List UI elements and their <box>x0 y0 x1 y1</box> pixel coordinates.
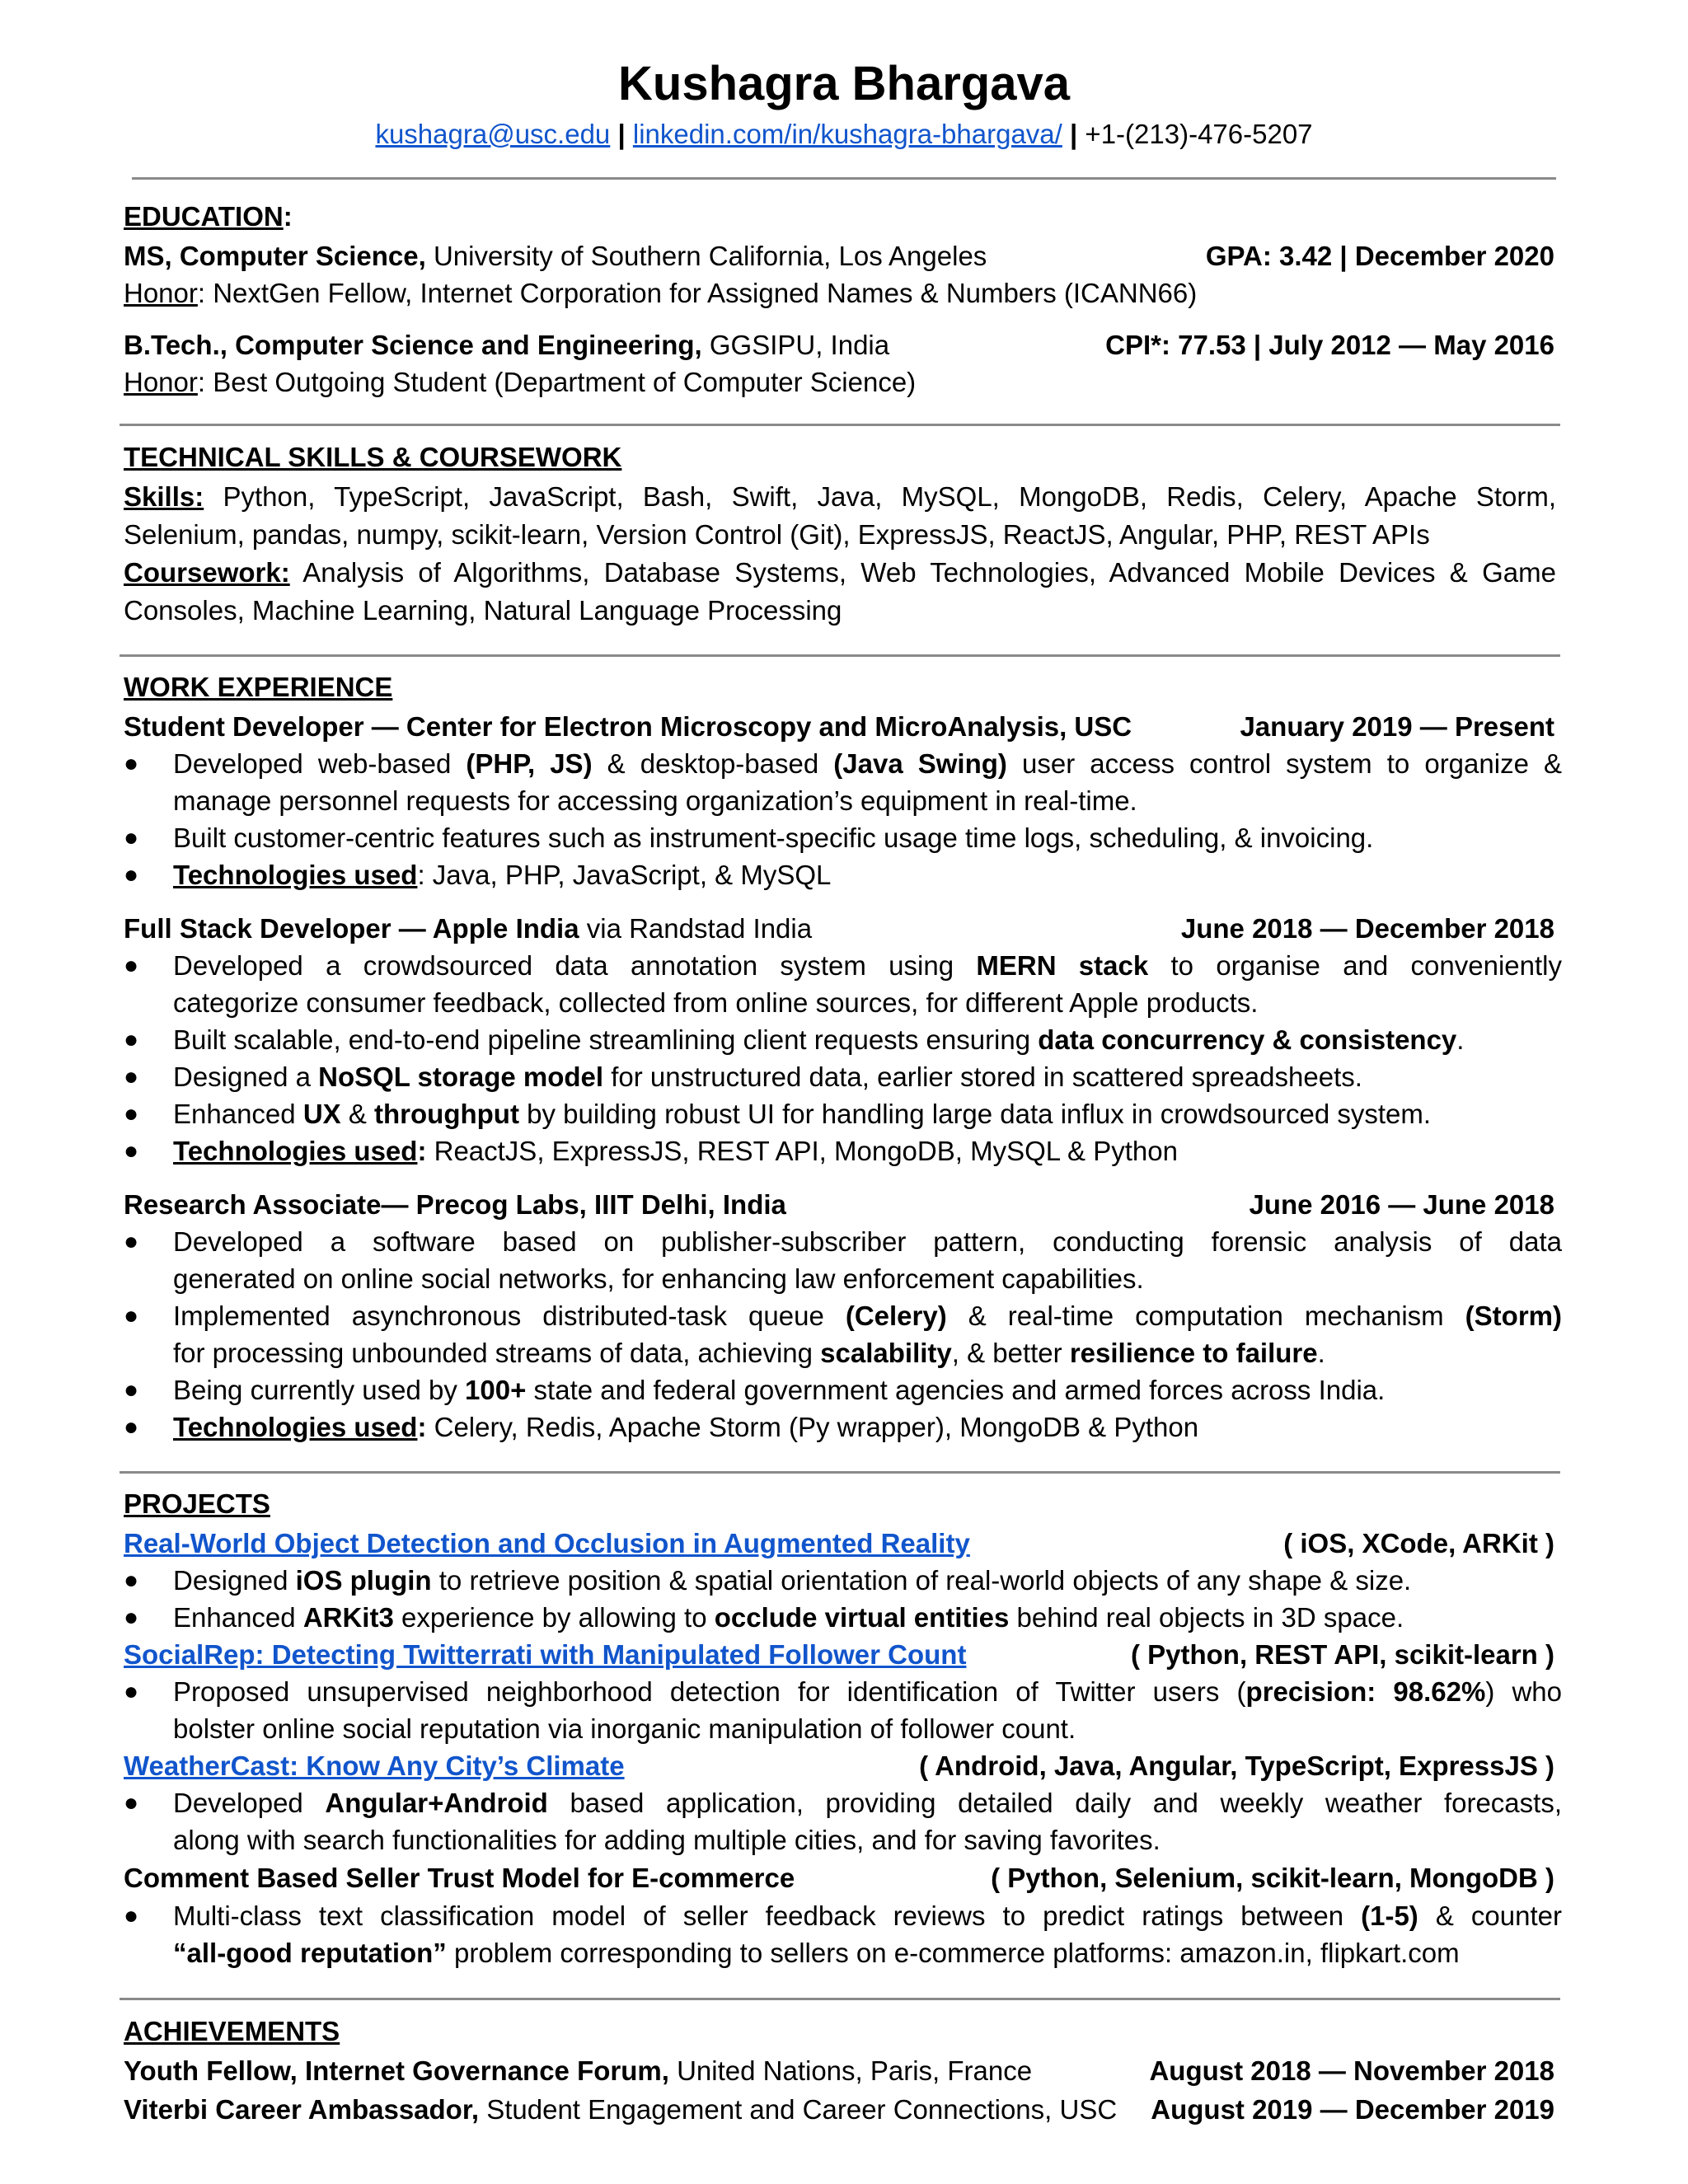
divider <box>132 177 1556 180</box>
coursework-line-2: Consoles, Machine Learning, Natural Language Processing <box>124 595 842 626</box>
bullet-icon: ● <box>124 952 139 979</box>
job-dates-2: June 2018 — December 2018 <box>1180 913 1554 944</box>
job3-bullet-2-line-1: Implemented asynchronous distributed-task queue (Celery) & real-time computation mechanism (Storm) <box>173 1301 1562 1331</box>
bullet-icon: ● <box>124 1376 139 1404</box>
job2-bullet-1-line-1: Developed a crowdsourced data annotation system using MERN stack to organise and conveniently <box>173 950 1562 981</box>
project-4-bullet-1-line-2: “all-good reputation” problem corresponding to sellers on e-commerce platforms: amazon.in, flipkart.com <box>173 1938 1460 1968</box>
job-dates-3: June 2016 — June 2018 <box>1249 1189 1554 1220</box>
project-3-bullet-1-line-2: along with search functionalities for adding multiple cities, and for saving favorites. <box>173 1825 1160 1855</box>
bullet-icon: ● <box>124 1604 139 1631</box>
job3-tech: Technologies used: Celery, Redis, Apache Storm (Py wrapper), MongoDB & Python <box>173 1412 1199 1442</box>
achievement-1-dates: August 2018 — November 2018 <box>1149 2055 1554 2086</box>
achievement-2-dates: August 2019 — December 2019 <box>1151 2094 1554 2125</box>
job-title-3: Research Associate— Precog Labs, IIIT Delhi, India <box>124 1189 786 1220</box>
bullet-icon: ● <box>124 1026 139 1053</box>
divider <box>120 424 1560 426</box>
contact-separator: | <box>617 119 626 149</box>
education-ms-honor: Honor: NextGen Fellow, Internet Corporation for Assigned Names & Numbers (ICANN66) <box>124 278 1198 308</box>
bullet-icon: ● <box>124 1413 139 1441</box>
project-1-link[interactable]: Real-World Object Detection and Occlusion in Augmented Reality <box>124 1528 970 1558</box>
job3-bullet-3: Being currently used by 100+ state and federal government agencies and armed forces across India. <box>173 1375 1386 1405</box>
job-dates-1: January 2019 — Present <box>1240 711 1554 742</box>
bullet-icon: ● <box>124 1678 139 1705</box>
job-title-1: Student Developer — Center for Electron Microscopy and MicroAnalysis, USC <box>124 711 1132 742</box>
bullet-icon: ● <box>124 1137 139 1165</box>
project-1-bullet-1: Designed iOS plugin to retrieve position & spatial orientation of real-world objects of any shape & size. <box>173 1565 1412 1596</box>
project-1-tech: ( iOS, XCode, ARKit ) <box>1283 1528 1554 1558</box>
job3-bullet-1-line-2: generated on online social networks, for enhancing law enforcement capabilities. <box>173 1263 1144 1294</box>
linkedin-link[interactable]: linkedin.com/in/kushagra-bhargava/ <box>632 119 1062 149</box>
project-2-bullet-1-line-2: bolster online social reputation via inorganic manipulation of follower count. <box>173 1713 1076 1744</box>
education-ms-meta: GPA: 3.42 | December 2020 <box>1205 241 1554 271</box>
phone-number: +1-(213)-476-5207 <box>1085 119 1313 149</box>
job2-bullet-3: Designed a NoSQL storage model for unstructured data, earlier stored in scattered spreadsheets. <box>173 1062 1362 1092</box>
project-3-tech: ( Android, Java, Angular, TypeScript, ExpressJS ) <box>919 1750 1554 1781</box>
achievement-2: Viterbi Career Ambassador, Student Engagement and Career Connections, USC <box>124 2094 1118 2125</box>
job2-bullet-2: Built scalable, end-to-end pipeline streamlining client requests ensuring data concurrency & consistency. <box>173 1024 1465 1055</box>
project-1-bullet-2: Enhanced ARKit3 experience by allowing to occlude virtual entities behind real objects in 3D space. <box>173 1602 1404 1633</box>
project-3-bullet-1-line-1: Developed Angular+Android based application, providing detailed daily and weekly weather forecasts, <box>173 1788 1562 1818</box>
bullet-icon: ● <box>124 1789 139 1816</box>
job3-bullet-1-line-1: Developed a software based on publisher-subscriber pattern, conducting forensic analysis of data <box>173 1226 1562 1257</box>
bullet-icon: ● <box>124 1100 139 1127</box>
bullet-icon: ● <box>124 1302 139 1329</box>
education-ms: MS, Computer Science, University of Southern California, Los Angeles <box>124 241 987 271</box>
project-4-tech: ( Python, Selenium, scikit-learn, MongoDB ) <box>991 1863 1554 1893</box>
coursework-line-1: Coursework: Analysis of Algorithms, Database Systems, Web Technologies, Advanced Mobile Devices & Game <box>124 557 1556 588</box>
section-heading-skills: TECHNICAL SKILLS & COURSEWORK <box>124 442 622 472</box>
skills-line-2: Selenium, pandas, numpy, scikit-learn, Version Control (Git), ExpressJS, ReactJS, Angular, PHP, REST APIs <box>124 519 1430 550</box>
job2-bullet-4: Enhanced UX & throughput by building robust UI for handling large data influx in crowdsourced system. <box>173 1099 1432 1129</box>
email-link[interactable]: kushagra@usc.edu <box>375 119 611 149</box>
section-heading-work: WORK EXPERIENCE <box>124 672 393 702</box>
job3-bullet-2-line-2: for processing unbounded streams of data, achieving scalability, & better resilience to failure. <box>173 1338 1325 1368</box>
bullet-icon: ● <box>124 1228 139 1255</box>
section-heading-achievements: ACHIEVEMENTS <box>124 2016 340 2046</box>
project-2-tech: ( Python, REST API, scikit-learn ) <box>1130 1639 1554 1670</box>
job1-bullet-2: Built customer-centric features such as instrument-specific usage time logs, scheduling, & invoicing. <box>173 823 1374 853</box>
project-4-bullet-1-line-1: Multi-class text classification model of seller feedback reviews to predict ratings between (1-5) & counter <box>173 1900 1562 1931</box>
section-heading-projects: PROJECTS <box>124 1488 270 1519</box>
bullet-icon: ● <box>124 1567 139 1594</box>
section-heading-education: EDUCATION: <box>124 201 293 232</box>
job2-tech: Technologies used: ReactJS, ExpressJS, REST API, MongoDB, MySQL & Python <box>173 1136 1178 1166</box>
job1-bullet-1-line-2: manage personnel requests for accessing organization’s equipment in real-time. <box>173 785 1137 816</box>
job-title-2: Full Stack Developer — Apple India via Randstad India <box>124 913 813 944</box>
contact-separator: | <box>1070 119 1078 149</box>
contact-line <box>0 115 1688 152</box>
achievement-1: Youth Fellow, Internet Governance Forum, United Nations, Paris, France <box>124 2055 1033 2086</box>
divider <box>120 1998 1560 2000</box>
project-3-link[interactable]: WeatherCast: Know Any City’s Climate <box>124 1750 625 1781</box>
education-btech: B.Tech., Computer Science and Engineering, GGSIPU, India <box>124 330 890 360</box>
divider <box>120 654 1560 657</box>
job1-tech: Technologies used: Java, PHP, JavaScript, & MySQL <box>173 860 832 890</box>
bullet-icon: ● <box>124 824 139 851</box>
bullet-icon: ● <box>124 750 139 777</box>
divider <box>120 1471 1560 1474</box>
bullet-icon: ● <box>124 861 139 888</box>
education-btech-meta: CPI*: 77.53 | July 2012 — May 2016 <box>1105 330 1554 360</box>
project-4-title: Comment Based Seller Trust Model for E-commerce <box>124 1863 795 1893</box>
education-btech-honor: Honor: Best Outgoing Student (Department of Computer Science) <box>124 367 917 397</box>
skills-line-1: Skills: Python, TypeScript, JavaScript, Bash, Swift, Java, MySQL, MongoDB, Redis, Celery, Apache Storm, <box>124 481 1556 512</box>
bullet-icon: ● <box>124 1902 139 1929</box>
job1-bullet-1-line-1: Developed web-based (PHP, JS) & desktop-based (Java Swing) user access control system to organize & <box>173 748 1563 779</box>
project-2-bullet-1-line-1: Proposed unsupervised neighborhood detection for identification of Twitter users (precision: 98.62%) who <box>173 1676 1563 1707</box>
candidate-name: Kushagra Bhargava <box>618 57 1070 110</box>
bullet-icon: ● <box>124 1063 139 1090</box>
project-2-link[interactable]: SocialRep: Detecting Twitterrati with Manipulated Follower Count <box>124 1639 967 1670</box>
job2-bullet-1-line-2: categorize consumer feedback, collected from online sources, for different Apple products. <box>173 987 1259 1018</box>
